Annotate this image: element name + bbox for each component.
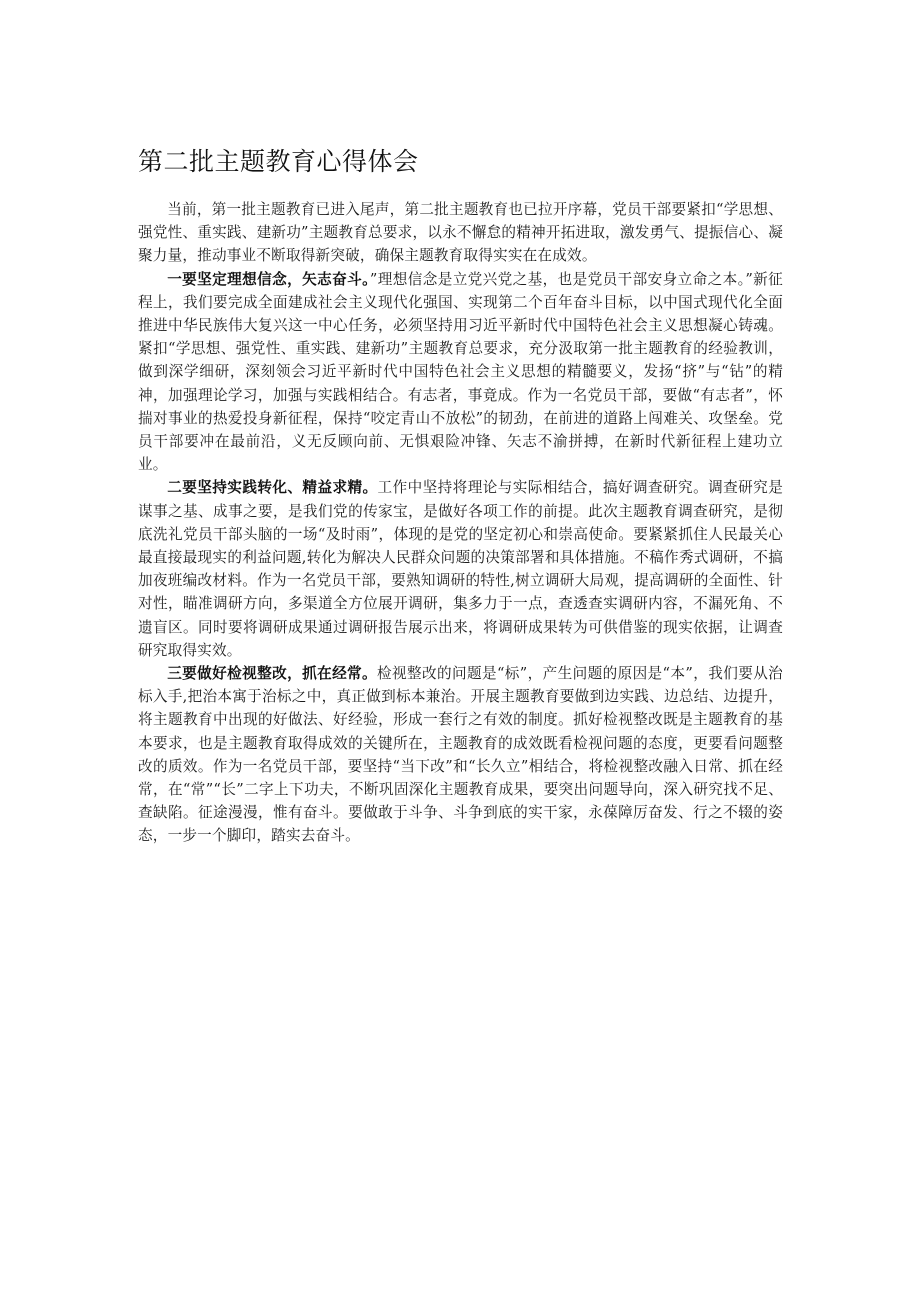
paragraph-text: ”理想信念是立党兴党之基，也是党员干部安身立命之本。”新征程上，我们要完成全面建成社会主义现代化强国、实现第二个百年奋斗目标，以中国式现代化全面推进中华民族伟大复兴这一中心任务，必须坚持用习近平新时代中国特色社会主义思想凝心铸魂。紧扣“学思想、强党性、重实践、建新功”主题教育总要求，充分汲取第一批主题教育的经验教训，做到深学细研，深刻领会习近平新时代中国特色社会主义思想的精髓要义，发扬“挤”与“钻”的精神，加强理论学习，加强与实践相结合。有志者，事竟成。作为一名党员干部，要做“有志者”，怀揣对事业的热爱投身新征程，保持“咬定青山不放松”的韧劲，在前进的道路上闯难关、攻堡垒。党员干部要冲在最前沿，义无反顾向前、无惧艰险冲锋、矢志不渝拼搏，在新时代新征程上建功立业。 bbox=[138, 270, 783, 474]
paragraph-point-1 bbox=[138, 268, 783, 477]
paragraph-intro bbox=[138, 198, 783, 268]
document-body bbox=[138, 198, 783, 848]
page-title: 第二批主题教育心得体会 bbox=[138, 147, 419, 176]
paragraph-lead: 二要坚持实践转化、精益求精。 bbox=[167, 479, 378, 497]
paragraph-text: 工作中坚持将理论与实际相结合，搞好调查研究。调查研究是谋事之基、成事之要，是我们党的传家宝，是做好各项工作的前提。此次主题教育调查研究，是彻底洗礼党员干部头脑的一场“及时雨”，体现的是党的坚定初心和崇高使命。要紧紧抓住人民最关心最直接最现实的利益问题,转化为解决人民群众问题的决策部署和具体措施。不稿作秀式调研，不搞加夜班编改材料。作为一名党员干部，要熟知调研的特性,树立调研大局观，提高调研的全面性、针对性，瞄准调研方向，多渠道全方位展开调研，集多力于一点，查透查实调研内容，不漏死角、不遗盲区。同时要将调研成果通过调研报告展示出来，将调研成果转为可供借鉴的现实依据，让调查研究取得实效。 bbox=[138, 479, 783, 659]
paragraph-text: 检视整改的问题是“标”，产生问题的原因是“本”，我们要从治标入手,把治本寓于治标之中，真正做到标本兼治。开展主题教育要做到边实践、边总结、边提升，将主题教育中出现的好做法、好经验，形成一套行之有效的制度。抓好检视整改既是主题教育的基本要求，也是主题教育取得成效的关键所在，主题教育的成效既看检视问题的态度，更要看问题整改的质效。作为一名党员干部，要坚持“当下改”和“长久立”相结合，将检视整改融入日常、抓在经常，在“常”“长”二字上下功夫，不断巩固深化主题教育成果，要突出问题导向，深入研究找不足、查缺陷。征途漫漫，惟有奋斗。要做敢于斗争、斗争到底的实干家，永葆障厉奋发、行之不辍的姿态，一步一个脚印，踏实去奋斗。 bbox=[138, 665, 783, 845]
paragraph-point-3 bbox=[138, 662, 783, 848]
paragraph-text: 当前，第一批主题教育已进入尾声，第二批主题教育也已拉开序幕，党员干部要紧扣“学思想、强党性、重实践、建新功”主题教育总要求，以永不懈怠的精神开拓进取，激发勇气、提振信心、凝聚力量，推动事业不断取得新突破，确保主题教育取得实实在在成效。 bbox=[138, 201, 783, 265]
paragraph-lead: 一要坚定理想信念，矢志奋斗。 bbox=[167, 270, 370, 288]
paragraph-point-2 bbox=[138, 476, 783, 662]
paragraph-lead: 三要做好检视整改，抓在经常。 bbox=[167, 665, 378, 683]
